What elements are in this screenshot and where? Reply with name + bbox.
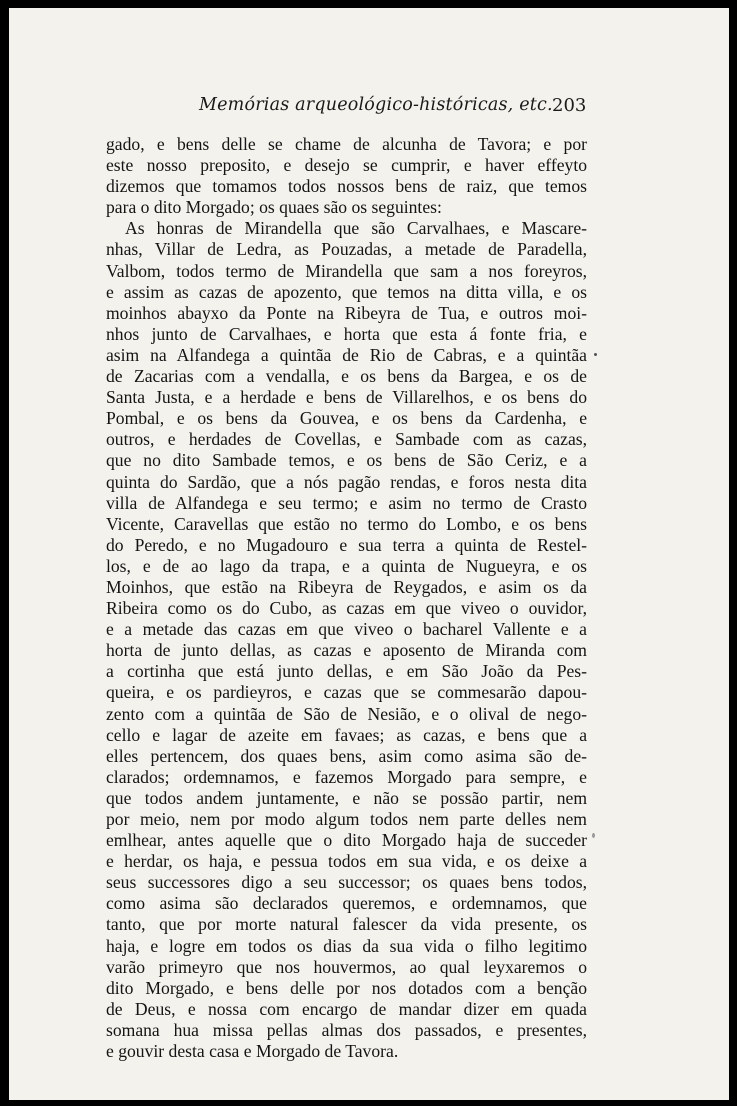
text-line: asim na Alfandega a quintãa de Rio de Cabras, e a quintãa [106,344,587,365]
text-line: los, e de ao lago da trapa, e a quinta de Nugueyra, e os [106,555,587,576]
text-line: moinhos abayxo da Ponte na Ribeyra de Tua, e outros moi- [106,302,587,323]
text-line: As honras de Mirandella que são Carvalhaes, e Mascare- [125,218,587,239]
text-line: e gouvir desta casa e Morgado de Tavora. [106,1041,399,1062]
text-line: horta de junto dellas, as cazas e aposento de Miranda com [106,640,587,661]
text-line: que todos andem juntamente, e não se possão partir, nem [106,787,587,808]
text-line: Santa Justa, e a herdade e bens de Villarelhos, e os bens do [106,387,587,408]
text-line: e a metade das cazas em que viveo o bacharel Vallente e a [106,619,587,640]
page-header [9,92,729,122]
text-line: Moinhos, que estão na Ribeyra de Reygados, e asim os da [106,576,587,597]
text-line: Pombal, e os bens da Gouvea, e os bens da Cardenha, e [106,408,587,429]
text-line: villa de Alfandega e seu termo; e asim no termo de Crasto [106,492,587,513]
book-page [9,8,729,1100]
text-line: nhos junto de Carvalhaes, e horta que esta á fonte fria, e [106,323,587,344]
text-line: gado, e bens delle se chame de alcunha de Tavora; e por [106,134,587,154]
page-number: 203 [552,95,587,116]
print-speck [592,833,595,838]
text-line: Vicente, Caravellas que estão no termo do Lombo, e os bens [106,513,587,534]
body-text [106,134,587,1062]
text-line: cello e lagar de azeite em favaes; as cazas, e bens que a [106,724,587,745]
print-speck [594,353,597,356]
text-line: tanto, que por morte natural falescer da vida presente, os [106,914,587,935]
text-line: clarados; ordemnamos, e fazemos Morgado para sempre, e [106,766,587,787]
text-line: nhas, Villar de Ledra, as Pouzadas, a metade de Paradella, [106,239,587,260]
running-title: Memórias arqueológico-históricas, etc. [199,95,553,115]
text-line: Valbom, todos termo de Mirandella que sam a nos foreyros, [106,260,587,281]
text-line: por meio, nem por modo algum todos nem parte delles nem [106,809,587,829]
text-line: somana hua missa pellas almas dos passados, e presentes, [106,1019,587,1040]
text-line: emlhear, antes aquelle que o dito Morgado haja de succeder [106,830,587,851]
text-line: queira, e os pardieyros, e cazas que se commesarão dapou- [106,682,587,703]
text-line: elles pertencem, dos quaes bens, asim como asima são de- [106,745,587,766]
text-line: que no dito Sambade temos, e os bens de São Ceriz, e a [106,450,587,471]
text-line: de Deus, e nossa com encargo de mandar dizer em quada [106,998,587,1019]
text-line: de Zacarias com a vendalla, e os bens da Bargea, e os de [106,366,587,387]
text-line: Ribeira como os do Cubo, as cazas em que viveo o ouvidor, [106,598,587,619]
text-line: dito Morgado, e bens delle por nos dotados com a benção [106,977,587,998]
text-line: outros, e herdades de Covellas, e Sambade com as cazas, [106,429,587,450]
text-line: haja, e logre em todos os dias da sua vida o filho legitimo [106,935,587,956]
text-line: para o dito Morgado; os quaes são os seguintes: [106,197,442,218]
text-line: como asima são declarados queremos, e ordemnamos, que [106,893,587,914]
text-line: zento com a quintãa de São de Nesião, e o olival de nego- [106,703,587,724]
text-line: varão primeyro que nos houvermos, ao qual leyxaremos o [106,956,587,977]
text-line: quinta do Sardão, que a nós pagão rendas, e foros nesta dita [106,471,587,492]
text-line: seus successores digo a seu successor; os quaes bens todos, [106,872,587,893]
text-line: e assim as cazas de apozento, que temos na ditta villa, e os [106,281,587,302]
text-line: do Peredo, e no Mugadouro e sua terra a quinta de Restel- [106,534,587,555]
text-line: a cortinha que está junto dellas, e em São João da Pes- [106,661,587,682]
text-line: este nosso preposito, e desejo se cumprir, e haver effeyto [106,155,587,176]
text-line: e herdar, os haja, e pessua todos em sua vida, e os deixe a [106,851,587,872]
text-line: dizemos que tomamos todos nossos bens de raiz, que temos [106,176,587,197]
